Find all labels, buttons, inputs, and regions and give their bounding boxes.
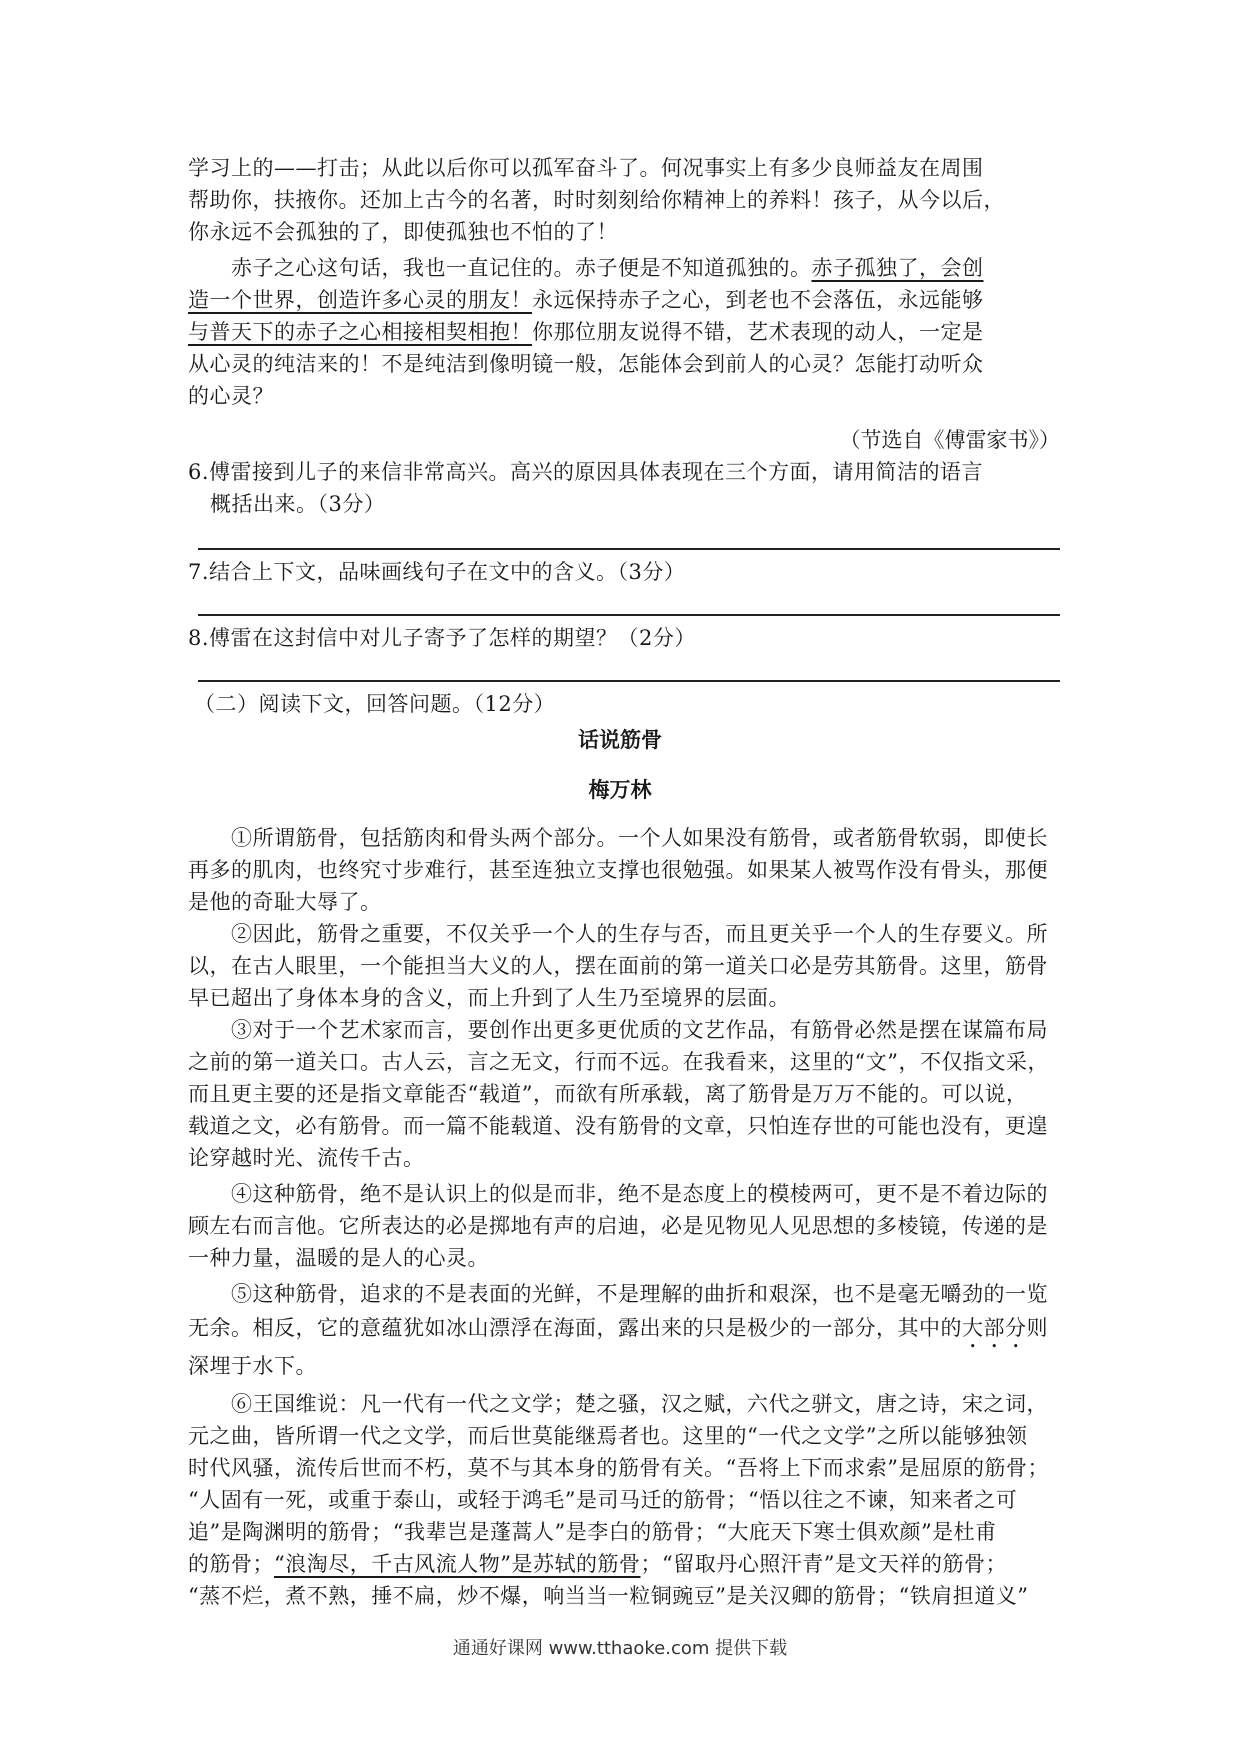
- text-line: ①所谓筋骨，包括筋肉和骨头两个部分。一个人如果没有筋骨，或者筋骨软弱，即使长: [188, 826, 1048, 850]
- emphasized-word: 大部分: [962, 1316, 1027, 1340]
- text-line: “蒸不烂，煮不熟，捶不扁，炒不爆，响当当一粒铜豌豆”是关汉卿的筋骨；“铁肩担道义”: [188, 1584, 1029, 1608]
- text-line: 的心灵？: [188, 384, 274, 408]
- question-6-cont: 概括出来。（3分）: [210, 492, 386, 516]
- text-line: 是他的奇耻大辱了。: [188, 890, 382, 914]
- footer-watermark: 通通好课网 www.tthaoke.com 提供下载: [452, 1638, 788, 1659]
- text-line: [188, 1312, 1060, 1353]
- text-line: 论穿越时光、流传千古。: [188, 1146, 425, 1170]
- question-6: 6.傅雷接到儿子的来信非常高兴。高兴的原因具体表现在三个方面，请用简洁的语言: [188, 460, 984, 484]
- text-line: 你永远不会孤独的了，即使孤独也不怕的了！: [188, 220, 618, 244]
- text-line: 载道之文，必有筋骨。而一篇不能载道、没有筋骨的文章，只怕连存世的可能也没有，更遑: [188, 1114, 1048, 1138]
- text-span: 你那位朋友说得不错，艺术表现的动人，一定是: [532, 320, 984, 344]
- source-citation: （节选自《傅雷家书》）: [839, 428, 1060, 452]
- text-line: 深埋于水下。: [188, 1354, 317, 1378]
- text-line: 学习上的——打击；从此以后你可以孤军奋斗了。何况事实上有多少良师益友在周围: [188, 156, 984, 180]
- text-line: 以，在古人眼里，一个能担当大义的人，摆在面前的第一道关口必是劳其筋骨。这里，筋骨: [188, 954, 1048, 978]
- text-line: ④这种筋骨，绝不是认识上的似是而非，绝不是态度上的模棱两可，更不是不着边际的: [188, 1182, 1048, 1206]
- text-line: [188, 252, 1060, 284]
- text-line: 而且更主要的还是指文章能否“载道”，而欲有所承载，离了筋骨是万万不能的。可以说，: [188, 1082, 1028, 1106]
- text-line: 帮助你，扶掖你。还加上古今的名著，时时刻刻给你精神上的养料！孩子，从今以后，: [188, 188, 1005, 212]
- text-line: 从心灵的纯洁来的！不是纯洁到像明镜一般，怎能体会到前人的心灵？怎能打动听众: [188, 352, 984, 376]
- essay-author: 梅万林: [588, 778, 652, 802]
- text-line: ③对于一个艺术家而言，要创作出更多更优质的文艺作品，有筋骨必然是摆在谋篇布局: [188, 1018, 1048, 1042]
- underlined-sentence: “浪淘尽，千古风流人物”是苏轼的筋骨: [274, 1552, 641, 1576]
- text-line: 一种力量，温暖的是人的心灵。: [188, 1246, 489, 1270]
- essay-title: 话说筋骨: [578, 728, 662, 752]
- text-line: [188, 1548, 1060, 1580]
- underlined-sentence: 赤子孤独了，会创: [811, 256, 984, 280]
- answer-line-q7: [198, 614, 1060, 616]
- answer-line-q8: [198, 680, 1060, 682]
- text-line: ②因此，筋骨之重要，不仅关乎一个人的生存与否，而且更关乎一个人的生存要义。所: [188, 922, 1048, 946]
- text-line: ⑤这种筋骨，追求的不是表面的光鲜，不是理解的曲折和艰深，也不是毫无嚼劲的一览: [188, 1282, 1048, 1306]
- text-span: 赤子之心这句话，我也一直记住的。赤子便是不知道孤独的。: [188, 256, 812, 280]
- text-span: 无余。相反，它的意蕴犹如冰山漂浮在海面，露出来的只是极少的一部分，其中的: [188, 1316, 962, 1340]
- answer-line-q6: [198, 548, 1060, 550]
- text-span: 的筋骨；: [188, 1552, 274, 1576]
- text-line: 顾左右而言他。它所表达的必是掷地有声的启迪，必是见物见人见思想的多棱镜，传递的是: [188, 1214, 1048, 1238]
- text-line: “人固有一死，或重于泰山，或轻于鸿毛”是司马迁的筋骨；“悟以往之不谏，知来者之可: [188, 1488, 1018, 1512]
- underlined-sentence: 与普天下的赤子之心相接相契相抱！: [188, 320, 532, 344]
- text-line: 追”是陶渊明的筋骨；“我辈岂是蓬蒿人”是李白的筋骨；“大庇天下寒士俱欢颜”是杜甫: [188, 1520, 997, 1544]
- text-line: [188, 284, 1060, 316]
- question-8: 8.傅雷在这封信中对儿子寄予了怎样的期望？（2分）: [188, 626, 696, 650]
- text-line: 早已超出了身体本身的含义，而上升到了人生乃至境界的层面。: [188, 986, 790, 1010]
- text-line: 元之曲，皆所谓一代之文学，而后世莫能继焉者也。这里的“一代之文学”之所以能够独领: [188, 1424, 1028, 1448]
- underlined-sentence: 造一个世界，创造许多心灵的朋友！: [188, 288, 532, 312]
- text-line: 时代风骚，流传后世而不朽，莫不与其本身的筋骨有关。“吾将上下而求索”是屈原的筋骨；: [188, 1456, 1049, 1480]
- text-line: [188, 316, 1060, 348]
- text-span: 永远保持赤子之心，到老也不会落伍，永远能够: [532, 288, 984, 312]
- text-line: ⑥王国维说：凡一代有一代之文学；楚之骚，汉之赋，六代之骈文，唐之诗，宋之词，: [188, 1392, 1048, 1416]
- text-span: ；“留取丹心照汗青”是文天祥的筋骨；: [640, 1552, 1007, 1576]
- text-span: 则: [1026, 1316, 1048, 1340]
- section-intro: （二）阅读下文，回答问题。（12分）: [194, 692, 556, 716]
- question-7: 7.结合上下文，品味画线句子在文中的含义。（3分）: [188, 560, 686, 584]
- text-line: 之前的第一道关口。古人云，言之无文，行而不远。在我看来，这里的“文”，不仅指文采，: [188, 1050, 1049, 1074]
- text-line: 再多的肌肉，也终究寸步难行，甚至连独立支撑也很勉强。如果某人被骂作没有骨头，那便: [188, 858, 1048, 882]
